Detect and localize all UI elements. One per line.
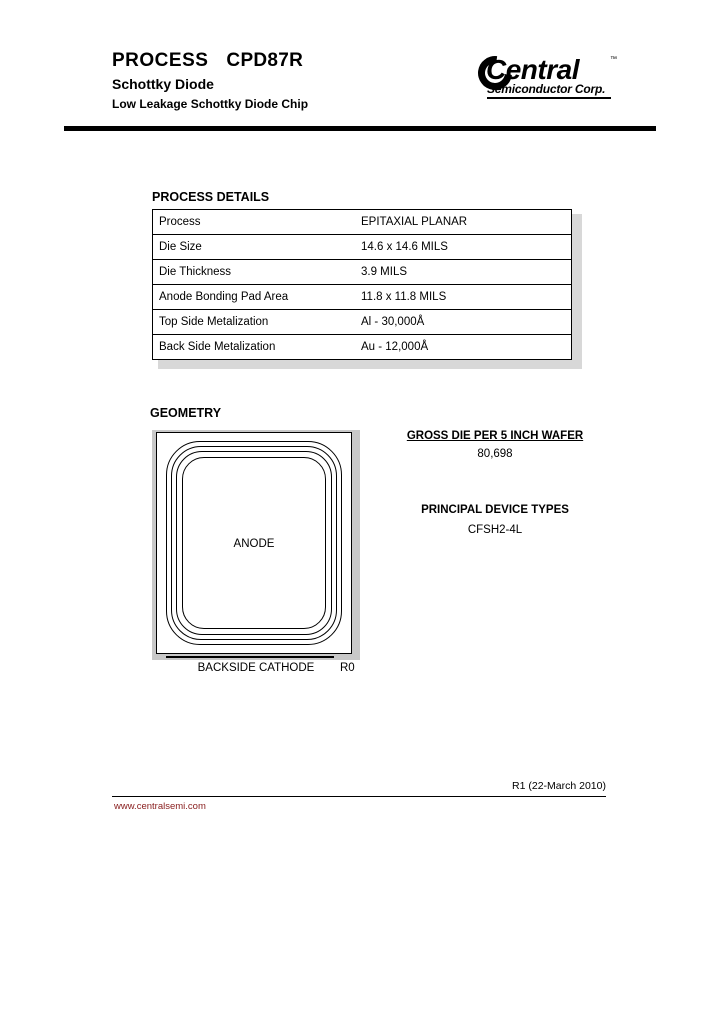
- row-label: Process: [153, 210, 356, 235]
- table-row: [153, 335, 572, 360]
- die-bottom-rule: [166, 656, 334, 658]
- table-row: [153, 260, 572, 285]
- row-value: 11.8 x 11.8 MILS: [355, 285, 572, 310]
- footer-divider: [112, 796, 606, 797]
- table-row: [153, 310, 572, 335]
- row-value: Al - 30,000Å: [355, 310, 572, 335]
- logo-wordmark: Central: [486, 54, 579, 85]
- logo-underline-rule: [487, 97, 611, 99]
- row-value: 3.9 MILS: [355, 260, 572, 285]
- table-row: [153, 235, 572, 260]
- backside-cathode-label: BACKSIDE CATHODE: [197, 662, 315, 674]
- row-label: Top Side Metalization: [153, 310, 356, 335]
- wafer-info: [380, 430, 610, 536]
- revision-text: R1 (22-March 2010): [512, 780, 606, 792]
- row-value: 14.6 x 14.6 MILS: [355, 235, 572, 260]
- principal-device-types-value: CFSH2-4L: [467, 524, 523, 536]
- website-link[interactable]: www.centralsemi.com: [114, 801, 206, 812]
- gross-die-value: 80,698: [477, 448, 513, 460]
- header-divider: [64, 126, 656, 131]
- process-heading: PROCESS: [112, 50, 209, 71]
- row-label: Die Thickness: [153, 260, 356, 285]
- geometry-label: GEOMETRY: [150, 406, 222, 420]
- table-row: [153, 285, 572, 310]
- row-label: Back Side Metalization: [159, 341, 276, 353]
- anode-label: ANODE: [233, 538, 275, 550]
- device-description: Low Leakage Schottky Diode Chip: [112, 97, 309, 111]
- gross-die-title: GROSS DIE PER 5 INCH WAFER: [406, 430, 584, 442]
- row-value: EPITAXIAL PLANAR: [355, 210, 572, 235]
- row-label: Die Size: [153, 235, 356, 260]
- device-subtitle: Schottky Diode: [112, 76, 214, 92]
- row-value: Au - 12,000Å: [361, 341, 429, 353]
- row-label: Anode Bonding Pad Area: [153, 285, 356, 310]
- part-number: CPD87R: [226, 50, 304, 71]
- process-details-label: PROCESS DETAILS: [152, 190, 270, 204]
- logo-tagline: Semiconductor Corp.: [487, 82, 606, 96]
- trademark-symbol: ™: [610, 56, 617, 63]
- company-logo: [478, 54, 618, 108]
- orientation-label: R0: [340, 662, 355, 674]
- table-row: [153, 210, 572, 235]
- principal-device-types-title: PRINCIPAL DEVICE TYPES: [421, 504, 569, 516]
- process-details-table: [152, 209, 572, 360]
